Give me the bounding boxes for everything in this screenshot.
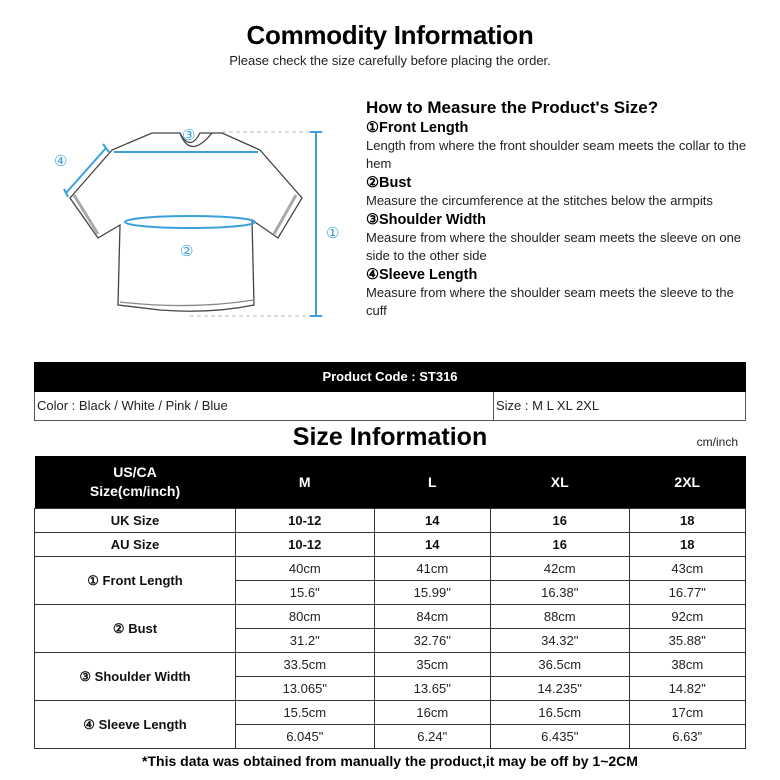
cell-inch: 6.045" <box>236 725 375 749</box>
product-code-bar: Product Code : ST316 <box>34 362 746 392</box>
tshirt-diagram <box>40 100 360 350</box>
cell-cm: 16cm <box>374 701 490 725</box>
cell: 14 <box>374 509 490 533</box>
table-row <box>35 605 746 629</box>
row-label: ① Front Length <box>35 557 236 605</box>
cell-inch: 31.2" <box>236 629 375 653</box>
color-options: Color : Black / White / Pink / Blue <box>35 392 494 420</box>
page-subtitle: Please check the size carefully before placing the order. <box>229 53 551 68</box>
cell-cm: 15.5cm <box>236 701 375 725</box>
cell-inch: 35.88" <box>629 629 745 653</box>
cell: 16 <box>490 509 629 533</box>
cell-cm: 40cm <box>236 557 375 581</box>
cell: 14 <box>374 533 490 557</box>
header-label-line2: Size(cm/inch) <box>89 483 181 499</box>
header-size: 2XL <box>629 456 745 509</box>
cell-cm: 38cm <box>629 653 745 677</box>
table-row <box>35 509 746 533</box>
size-info-title: Size Information <box>292 423 488 451</box>
measure-item-desc: Length from where the front shoulder seam meets the collar to the hem <box>366 138 747 171</box>
measure-item-title: ④Sleeve Length <box>366 267 478 283</box>
cell-inch: 13.065" <box>236 677 375 701</box>
row-label: ③ Shoulder Width <box>35 653 236 701</box>
measure-item-title: ①Front Length <box>366 120 469 136</box>
product-info-row <box>34 392 746 421</box>
cell-inch: 14.235" <box>490 677 629 701</box>
measure-lines <box>64 132 322 316</box>
label-2: ② <box>180 242 194 260</box>
row-label: UK Size <box>35 509 236 533</box>
measure-item-title: ③Shoulder Width <box>366 212 486 228</box>
cell: 18 <box>629 509 745 533</box>
cell-cm: 80cm <box>236 605 375 629</box>
label-4: ④ <box>54 152 68 170</box>
tshirt-outline <box>70 133 302 311</box>
cell: 16 <box>490 533 629 557</box>
cell-cm: 17cm <box>629 701 745 725</box>
header-size: L <box>374 456 490 509</box>
table-row <box>35 653 746 677</box>
cell-inch: 6.24" <box>374 725 490 749</box>
row-label: ④ Sleeve Length <box>35 701 236 749</box>
footnote: *This data was obtained from manually the product,it may be off by 1~2CM <box>142 753 638 769</box>
size-options: Size : M L XL 2XL <box>496 398 600 413</box>
cell-inch: 6.63" <box>629 725 745 749</box>
cell-cm: 33.5cm <box>236 653 375 677</box>
cell-cm: 42cm <box>490 557 629 581</box>
cell: 18 <box>629 533 745 557</box>
cell-inch: 16.77" <box>629 581 745 605</box>
header-label <box>35 456 236 509</box>
measure-item-desc: Measure from where the shoulder seam meets the sleeve on one side to the other side <box>366 230 742 263</box>
label-3: ③ <box>182 126 196 144</box>
cell-inch: 34.32" <box>490 629 629 653</box>
table-row <box>35 557 746 581</box>
row-label: AU Size <box>35 533 236 557</box>
unit-label: cm/inch <box>696 435 738 449</box>
size-table <box>34 456 746 749</box>
cell-inch: 6.435" <box>490 725 629 749</box>
page-title: Commodity Information <box>246 20 534 50</box>
table-header-row <box>35 456 746 509</box>
row-label: ② Bust <box>35 605 236 653</box>
header-size: M <box>236 456 375 509</box>
cell-cm: 92cm <box>629 605 745 629</box>
cell-cm: 43cm <box>629 557 745 581</box>
table-row <box>35 701 746 725</box>
cell-inch: 15.6" <box>236 581 375 605</box>
cell-inch: 16.38" <box>490 581 629 605</box>
cell-inch: 13.65" <box>374 677 490 701</box>
measure-heading: How to Measure the Product's Size? <box>366 98 659 117</box>
cell-inch: 32.76" <box>374 629 490 653</box>
cell-cm: 36.5cm <box>490 653 629 677</box>
cell-inch: 14.82" <box>629 677 745 701</box>
label-1: ① <box>326 224 340 242</box>
cell-cm: 88cm <box>490 605 629 629</box>
table-row <box>35 533 746 557</box>
cell-cm: 84cm <box>374 605 490 629</box>
cell: 10-12 <box>236 509 375 533</box>
cell-cm: 35cm <box>374 653 490 677</box>
header-size: XL <box>490 456 629 509</box>
measure-guide <box>366 98 756 320</box>
measure-item-desc: Measure from where the shoulder seam meets the sleeve to the cuff <box>366 285 734 318</box>
measure-item-desc: Measure the circumference at the stitches below the armpits <box>366 193 713 208</box>
cell: 10-12 <box>236 533 375 557</box>
measure-item-title: ②Bust <box>366 175 412 191</box>
cell-inch: 15.99" <box>374 581 490 605</box>
cell-cm: 16.5cm <box>490 701 629 725</box>
cell-cm: 41cm <box>374 557 490 581</box>
header-label-line1: US/CA <box>113 464 157 480</box>
